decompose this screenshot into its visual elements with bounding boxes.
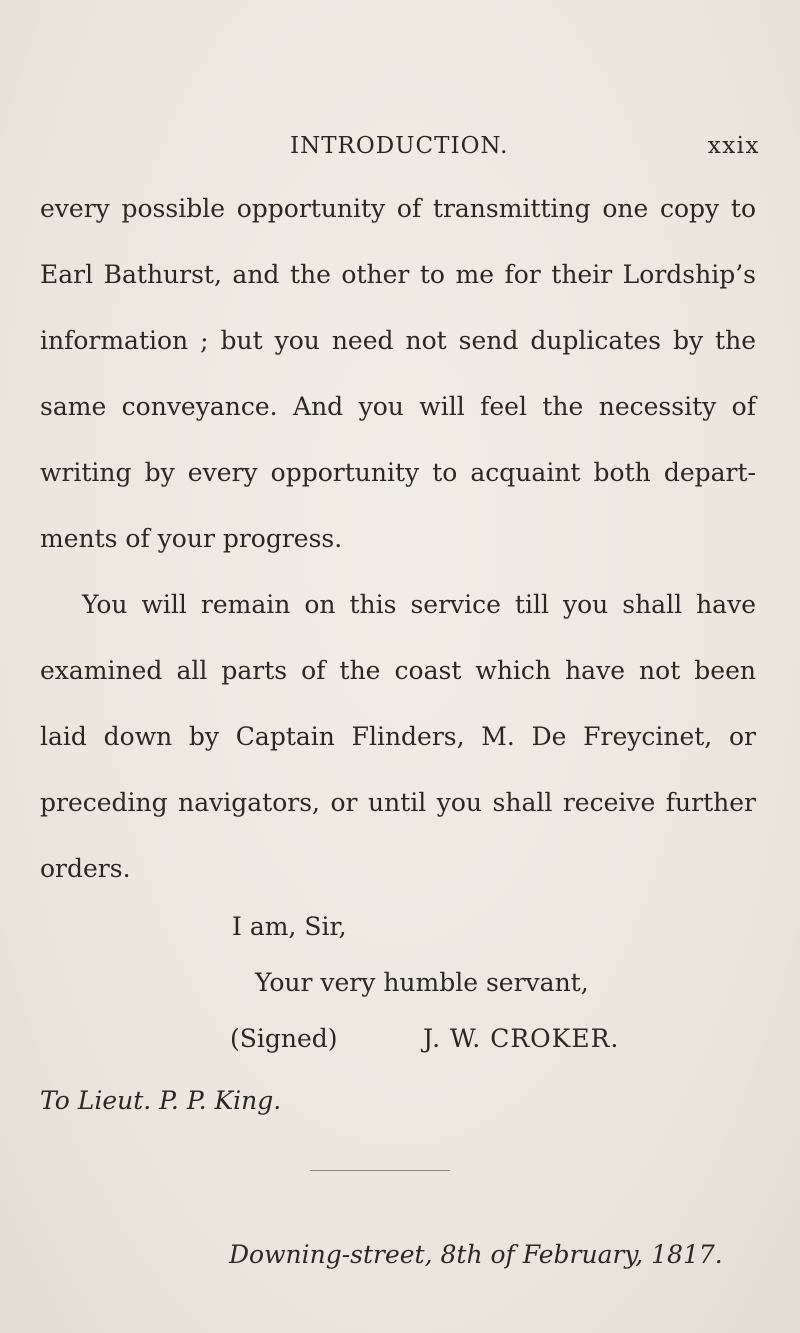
signature: J. W. CROKER. [423, 1024, 620, 1053]
dateline: Downing-street, 8th of February, 1817. [229, 1240, 723, 1269]
text-line: same conveyance. And you will feel the necessity of [40, 392, 756, 421]
text-line: Earl Bathurst, and the other to me for their Lordship’s [40, 260, 756, 289]
page-number: xxix [707, 133, 760, 159]
closing: I am, Sir, [232, 912, 347, 941]
signed-label: (Signed) [230, 1024, 338, 1053]
running-title: INTRODUCTION. [290, 133, 509, 159]
text-line: laid down by Captain Flinders, M. De Freycinet, or [40, 722, 756, 751]
section-divider [310, 1170, 450, 1171]
valediction: Your very humble servant, [255, 968, 589, 997]
addressee: To Lieut. P. P. King. [40, 1086, 282, 1115]
page-header [0, 133, 800, 169]
text-line: orders. [40, 854, 131, 883]
text-line: ments of your progress. [40, 524, 343, 553]
text-line: every possible opportunity of transmitting one copy to [40, 194, 756, 223]
text-line: examined all parts of the coast which have not been [40, 656, 756, 685]
text-line: You will remain on this service till you shall have [82, 590, 756, 619]
text-line: preceding navigators, or until you shall receive further [40, 788, 756, 817]
text-line: information ; but you need not send duplicates by the [40, 326, 756, 355]
text-line: writing by every opportunity to acquaint both depart- [40, 458, 756, 487]
